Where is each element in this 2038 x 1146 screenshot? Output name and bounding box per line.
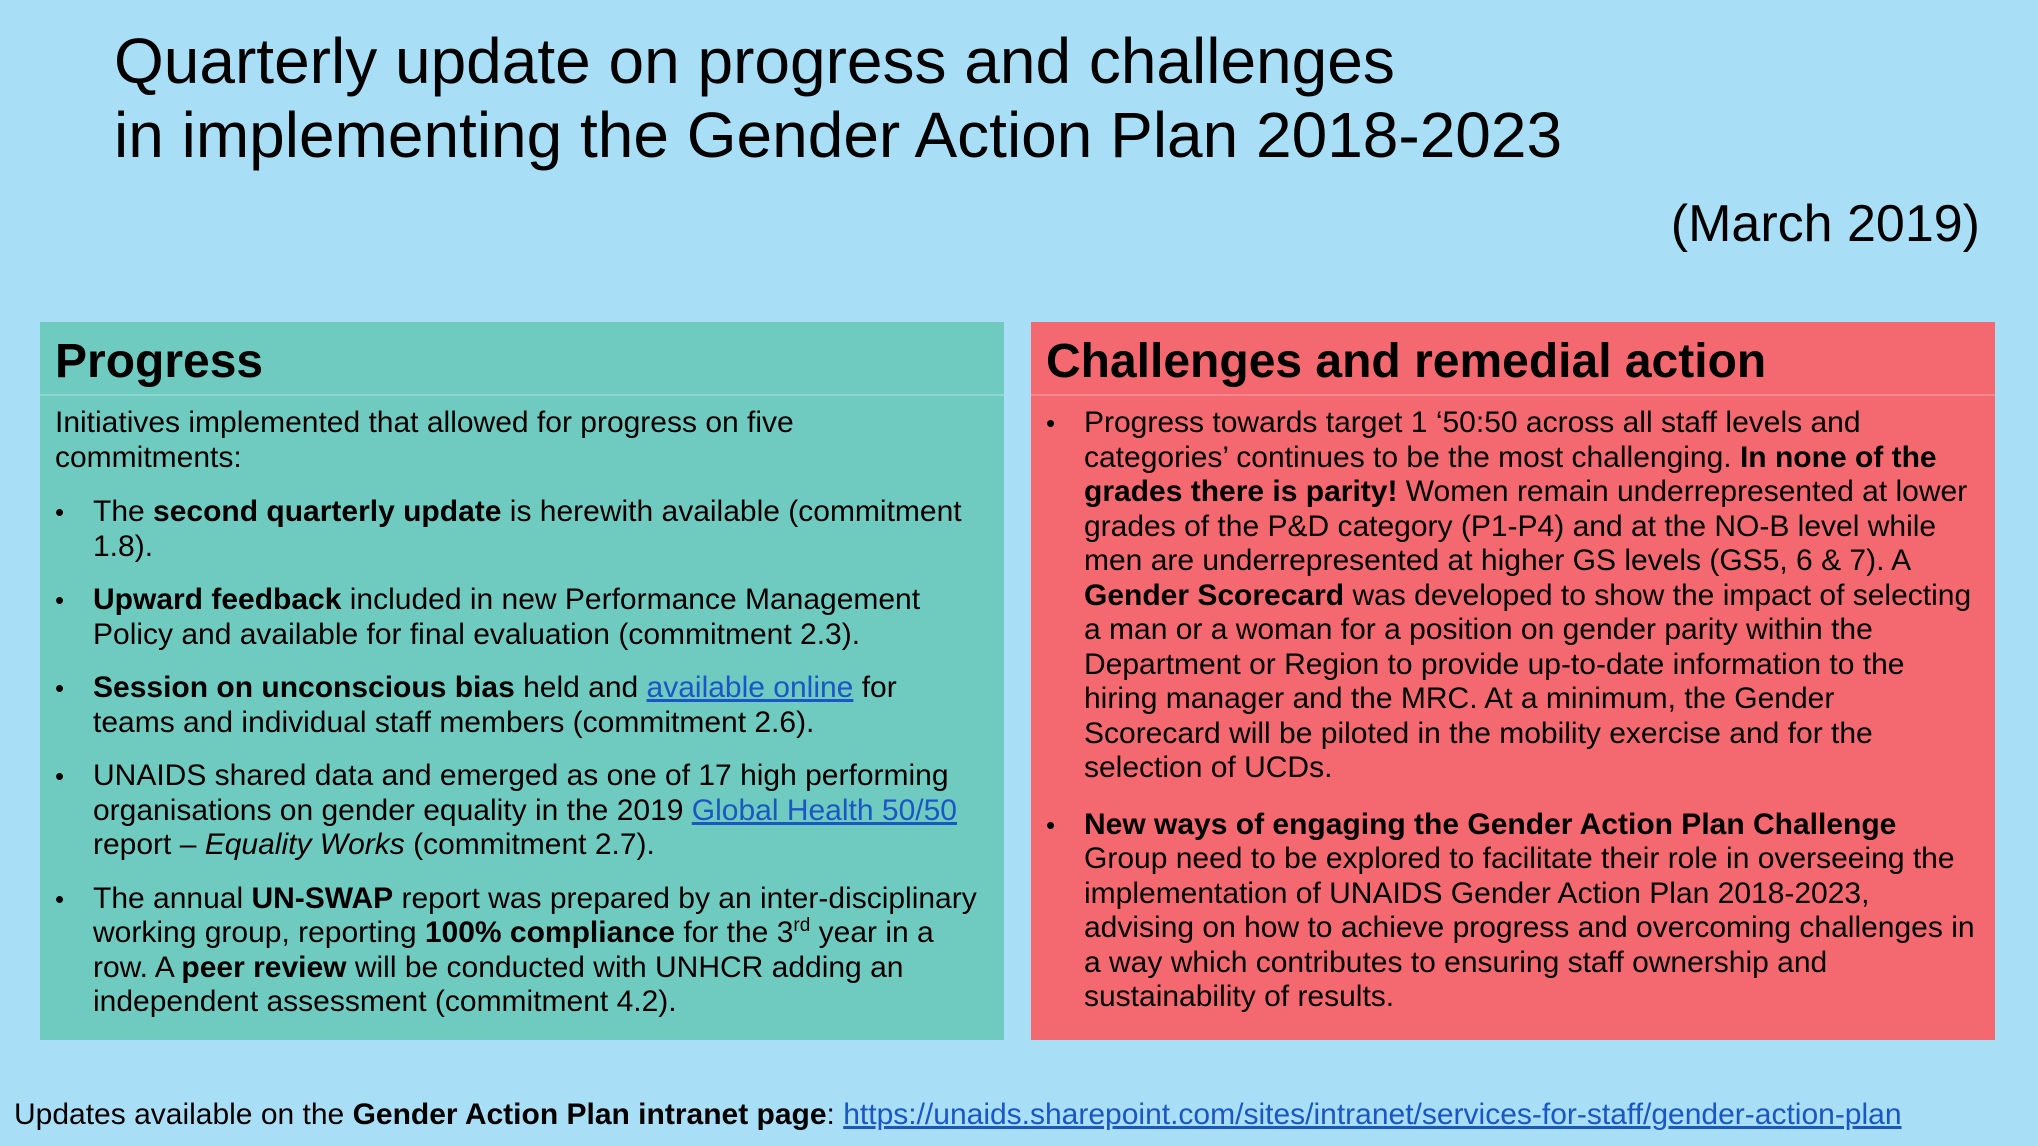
footer-note: Updates available on the Gender Action Plan intranet page: https://unaids.sharepoint.com/sites/intranet/services-for-staff/gender-action-plan <box>14 1098 1902 1131</box>
title-line-1: Quarterly update on progress and challenges <box>114 25 1395 97</box>
challenges-body <box>1031 396 1995 1015</box>
report-date: (March 2019) <box>1670 195 1980 253</box>
progress-body <box>40 396 1004 1020</box>
progress-item-quarterly-update: • The second quarterly update is herewith available (commitment 1.8). <box>55 495 962 563</box>
challenges-heading: Challenges and remedial action <box>1031 322 1995 396</box>
bullet-icon: • <box>55 761 65 791</box>
title-line-2: in implementing the Gender Action Plan 2018-2023 <box>114 99 1563 171</box>
bullet-icon: • <box>55 883 65 914</box>
progress-item-unconscious-bias: • Session on unconscious bias held and available online for teams and individual staff members (commitment 2.6). <box>55 671 897 739</box>
progress-panel <box>40 322 1004 1040</box>
progress-intro: Initiatives implemented that allowed for progress on five commitments: <box>55 406 794 474</box>
bullet-icon: • <box>1046 408 1056 438</box>
progress-item-upward-feedback: • Upward feedback included in new Performance Management Policy and available for final evaluation (commitment 2.3). <box>55 583 921 651</box>
challenge-item-parity: • Progress towards target 1 ‘50:50 across all staff levels and categories’ continues to be the most challenging. In none of the grades there is parity! Women remain underrepresented at lower grades of the P&D category (P1-P4) and at the NO-B level while men are underrepresented at higher GS levels (GS5, 6 & 7). A Gender Scorecard was developed to show the impact of selecting a man or a woman for a position on gender parity within the Department or Region to provide up-to-date information to the hiring manager and the MRC. At a minimum, the Gender Scorecard will be piloted in the mobility exercise and for the selection of UCDs. <box>1046 406 1972 784</box>
bullet-icon: • <box>55 673 65 703</box>
progress-item-global-health: • UNAIDS shared data and emerged as one of 17 high performing organisations on gender equality in the 2019 Global Health 50/50 report – Equality Works (commitment 2.7). <box>55 759 957 861</box>
bullet-icon: • <box>55 497 65 527</box>
challenges-panel <box>1031 322 1995 1040</box>
page-title <box>114 24 1562 172</box>
bullet-icon: • <box>1046 809 1056 840</box>
progress-item-un-swap: • The annual UN-SWAP report was prepared by an inter-disciplinary working group, reporting 100% compliance for the 3rd year in a row. A peer review will be conducted with UNHCR adding an independent assessment (commitment 4.2). <box>55 881 977 1018</box>
available-online-link[interactable]: available online <box>646 671 854 704</box>
progress-heading: Progress <box>40 322 1004 396</box>
challenge-item-engagement: • New ways of engaging the Gender Action Plan Challenge Group need to be explored to facilitate their role in overseeing the implementation of UNAIDS Gender Action Plan 2018-2023, advising on how to achieve progress and overcoming challenges in a way which contributes to ensuring staff ownership and sustainability of results. <box>1046 807 1975 1013</box>
global-health-link[interactable]: Global Health 50/50 <box>691 793 957 827</box>
intranet-page-link[interactable]: https://unaids.sharepoint.com/sites/intranet/services-for-staff/gender-action-plan <box>843 1098 1902 1131</box>
bullet-icon: • <box>55 585 65 615</box>
challenges-list <box>1046 406 1977 1015</box>
progress-list <box>55 495 986 1020</box>
